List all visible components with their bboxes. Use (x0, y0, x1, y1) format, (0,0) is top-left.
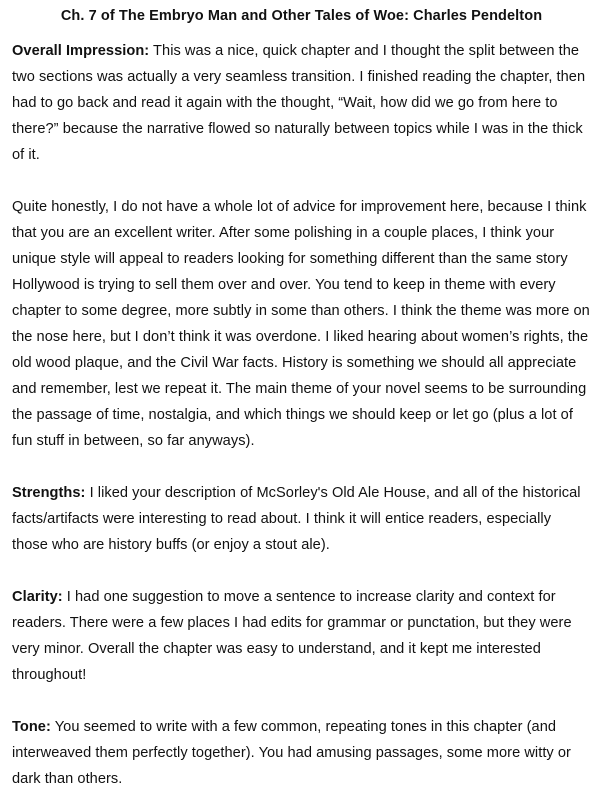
section-text: I liked your description of McSorley's Old Ale House, and all of the historical facts/artifacts were interesting to read about. I think it will entice readers, especially those who are history buffs (or enjoy a stout ale). (12, 485, 581, 553)
section-text: I had one suggestion to move a sentence to increase clarity and context for readers. There were a few places I had edits for grammar or punctation, but they were very minor. Overall the chapter was easy to understand, and it kept me interested throughout! (12, 589, 572, 683)
section-text: You seemed to write with a few common, repeating tones in this chapter (and interweaved them perfectly together). You had amusing passages, some more witty or dark than others. (12, 719, 571, 787)
section-label: Strengths: (12, 485, 86, 501)
section-label: Tone: (12, 719, 51, 735)
section-label: Clarity: (12, 589, 63, 605)
document-title: Ch. 7 of The Embryo Man and Other Tales of Woe: Charles Pendelton (60, 8, 543, 24)
section-strengths (12, 480, 591, 558)
section-text: Quite honestly, I do not have a whole lot of advice for improvement here, because I think that you are an excellent writer. After some polishing in a couple places, I think your unique style will appeal to readers looking for something different than the same story Hollywood is trying to sell them over and over. You tend to keep in theme with every chapter to some degree, more subtly in some than others. I think the theme was more on the nose here, but I don’t think it was overdone. I liked hearing about women’s rights, the old wood plaque, and the Civil War facts. History is something we should all appreciate and remember, lest we repeat it. The main theme of your novel seems to be surrounding the passage of time, nostalgia, and which things we should keep or let go (plus a lot of fun stuff in between, so far anyways). (12, 199, 590, 449)
section-tone (12, 714, 591, 792)
section-label: Overall Impression: (12, 43, 150, 59)
section-clarity (12, 584, 591, 688)
section-overall-impression (12, 38, 591, 168)
section-text: This was a nice, quick chapter and I thought the split between the two sections was actually a very seamless transition. I finished reading the chapter, then had to go back and read it again with the thought, “Wait, how did we go from here to there?” because the narrative flowed so naturally between topics while I was in the thick of it. (12, 43, 586, 163)
section-advice (12, 194, 591, 454)
